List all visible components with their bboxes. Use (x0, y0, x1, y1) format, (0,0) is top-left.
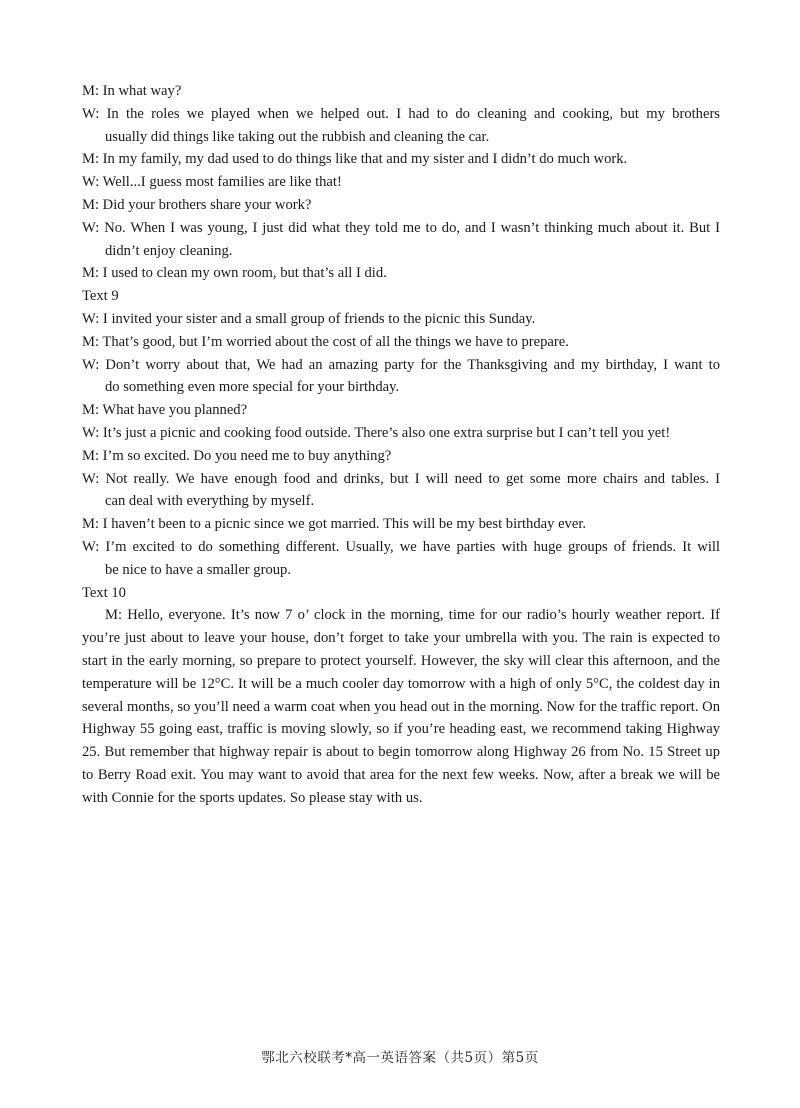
dialogue-line: W: Not really. We have enough food and drinks, but I will need to get some more chairs and tables. I (82, 470, 720, 487)
dialogue-line: W: I’m excited to do something different. Usually, we have parties with huge groups of friends. It will (82, 538, 720, 555)
dialogue-turn (82, 217, 720, 263)
dialogue-turn (82, 171, 720, 194)
dialogue-turn (82, 80, 720, 103)
dialogue-turn (82, 331, 720, 354)
dialogue-line-continuation: usually did things like taking out the rubbish and cleaning the car. (105, 128, 490, 145)
dialogue-line-continuation: didn’t enjoy cleaning. (105, 242, 233, 259)
dialogue-line: M: In my family, my dad used to do things like that and my sister and I didn’t do much work. (82, 151, 628, 168)
dialogue-block-text8 (82, 80, 720, 285)
dialogue-line: M: That’s good, but I’m worried about the cost of all the things we have to prepare. (82, 333, 569, 350)
document-body (82, 80, 720, 810)
dialogue-line: W: In the roles we played when we helped out. I had to do cleaning and cooking, but my brothers (82, 105, 720, 122)
dialogue-line: W: No. When I was young, I just did what they told me to do, and I wasn’t thinking much about it. But I (82, 219, 720, 236)
monologue-paragraph-text10 (82, 604, 720, 809)
dialogue-line: M: I used to clean my own room, but that’s all I did. (82, 265, 387, 282)
dialogue-turn (82, 468, 720, 514)
dialogue-line: W: It’s just a picnic and cooking food outside. There’s also one extra surprise but I can’t tell you yet! (82, 424, 671, 441)
page-footer: 鄂北六校联考*高一英语答案（共5页）第5页 (261, 1050, 539, 1066)
dialogue-line: M: I haven’t been to a picnic since we got married. This will be my best birthday ever. (82, 516, 587, 533)
dialogue-turn (82, 445, 720, 468)
dialogue-line: M: In what way? (82, 83, 182, 99)
dialogue-turn (82, 536, 720, 582)
dialogue-turn (82, 262, 720, 285)
section-heading-text10: Text 10 (82, 584, 126, 601)
dialogue-turn (82, 354, 720, 400)
dialogue-turn (82, 194, 720, 217)
dialogue-block-text9 (82, 308, 720, 582)
dialogue-line: M: What have you planned? (82, 402, 248, 419)
section-heading-text9: Text 9 (82, 288, 119, 305)
dialogue-line: M: Did your brothers share your work? (82, 196, 312, 213)
dialogue-turn (82, 308, 720, 331)
dialogue-line: W: Don’t worry about that, We had an amazing party for the Thanksgiving and my birthday, I want to (82, 356, 720, 373)
dialogue-line: W: Well...I guess most families are like that! (82, 174, 342, 191)
dialogue-line-continuation: do something even more special for your birthday. (105, 379, 400, 396)
dialogue-line-continuation: be nice to have a smaller group. (105, 561, 291, 578)
dialogue-turn (82, 422, 720, 445)
dialogue-line: M: I’m so excited. Do you need me to buy anything? (82, 447, 392, 464)
dialogue-line-continuation: can deal with everything by myself. (105, 493, 315, 510)
dialogue-turn (82, 399, 720, 422)
dialogue-line: W: I invited your sister and a small group of friends to the picnic this Sunday. (82, 310, 536, 327)
dialogue-turn (82, 103, 720, 149)
dialogue-turn (82, 148, 720, 171)
monologue-text: M: Hello, everyone. It’s now 7 o’ clock in the morning, time for our radio’s hourly weather report. If you’re just about to leave your house, don’t forget to take your umbrella with you. The rain is expected to start in the early morning, so prepare to protect yourself. However, the sky will clear this afternoon, and the temperature will be 12°C. It will be a much cooler day tomorrow with a high of only 5°C, the coldest day in several months, so you’ll need a warm coat when you head out in the morning. Now for the traffic report. On Highway 55 going east, traffic is moving slowly, so if you’re heading east, we recommend taking Highway 25. But remember that highway repair is about to begin tomorrow along Highway 26 from No. 15 Street up to Berry Road exit. You may want to avoid that area for the next few weeks. Now, after a break we will be with Connie for the sports updates. So please stay with us. (82, 607, 720, 806)
dialogue-turn (82, 513, 720, 536)
